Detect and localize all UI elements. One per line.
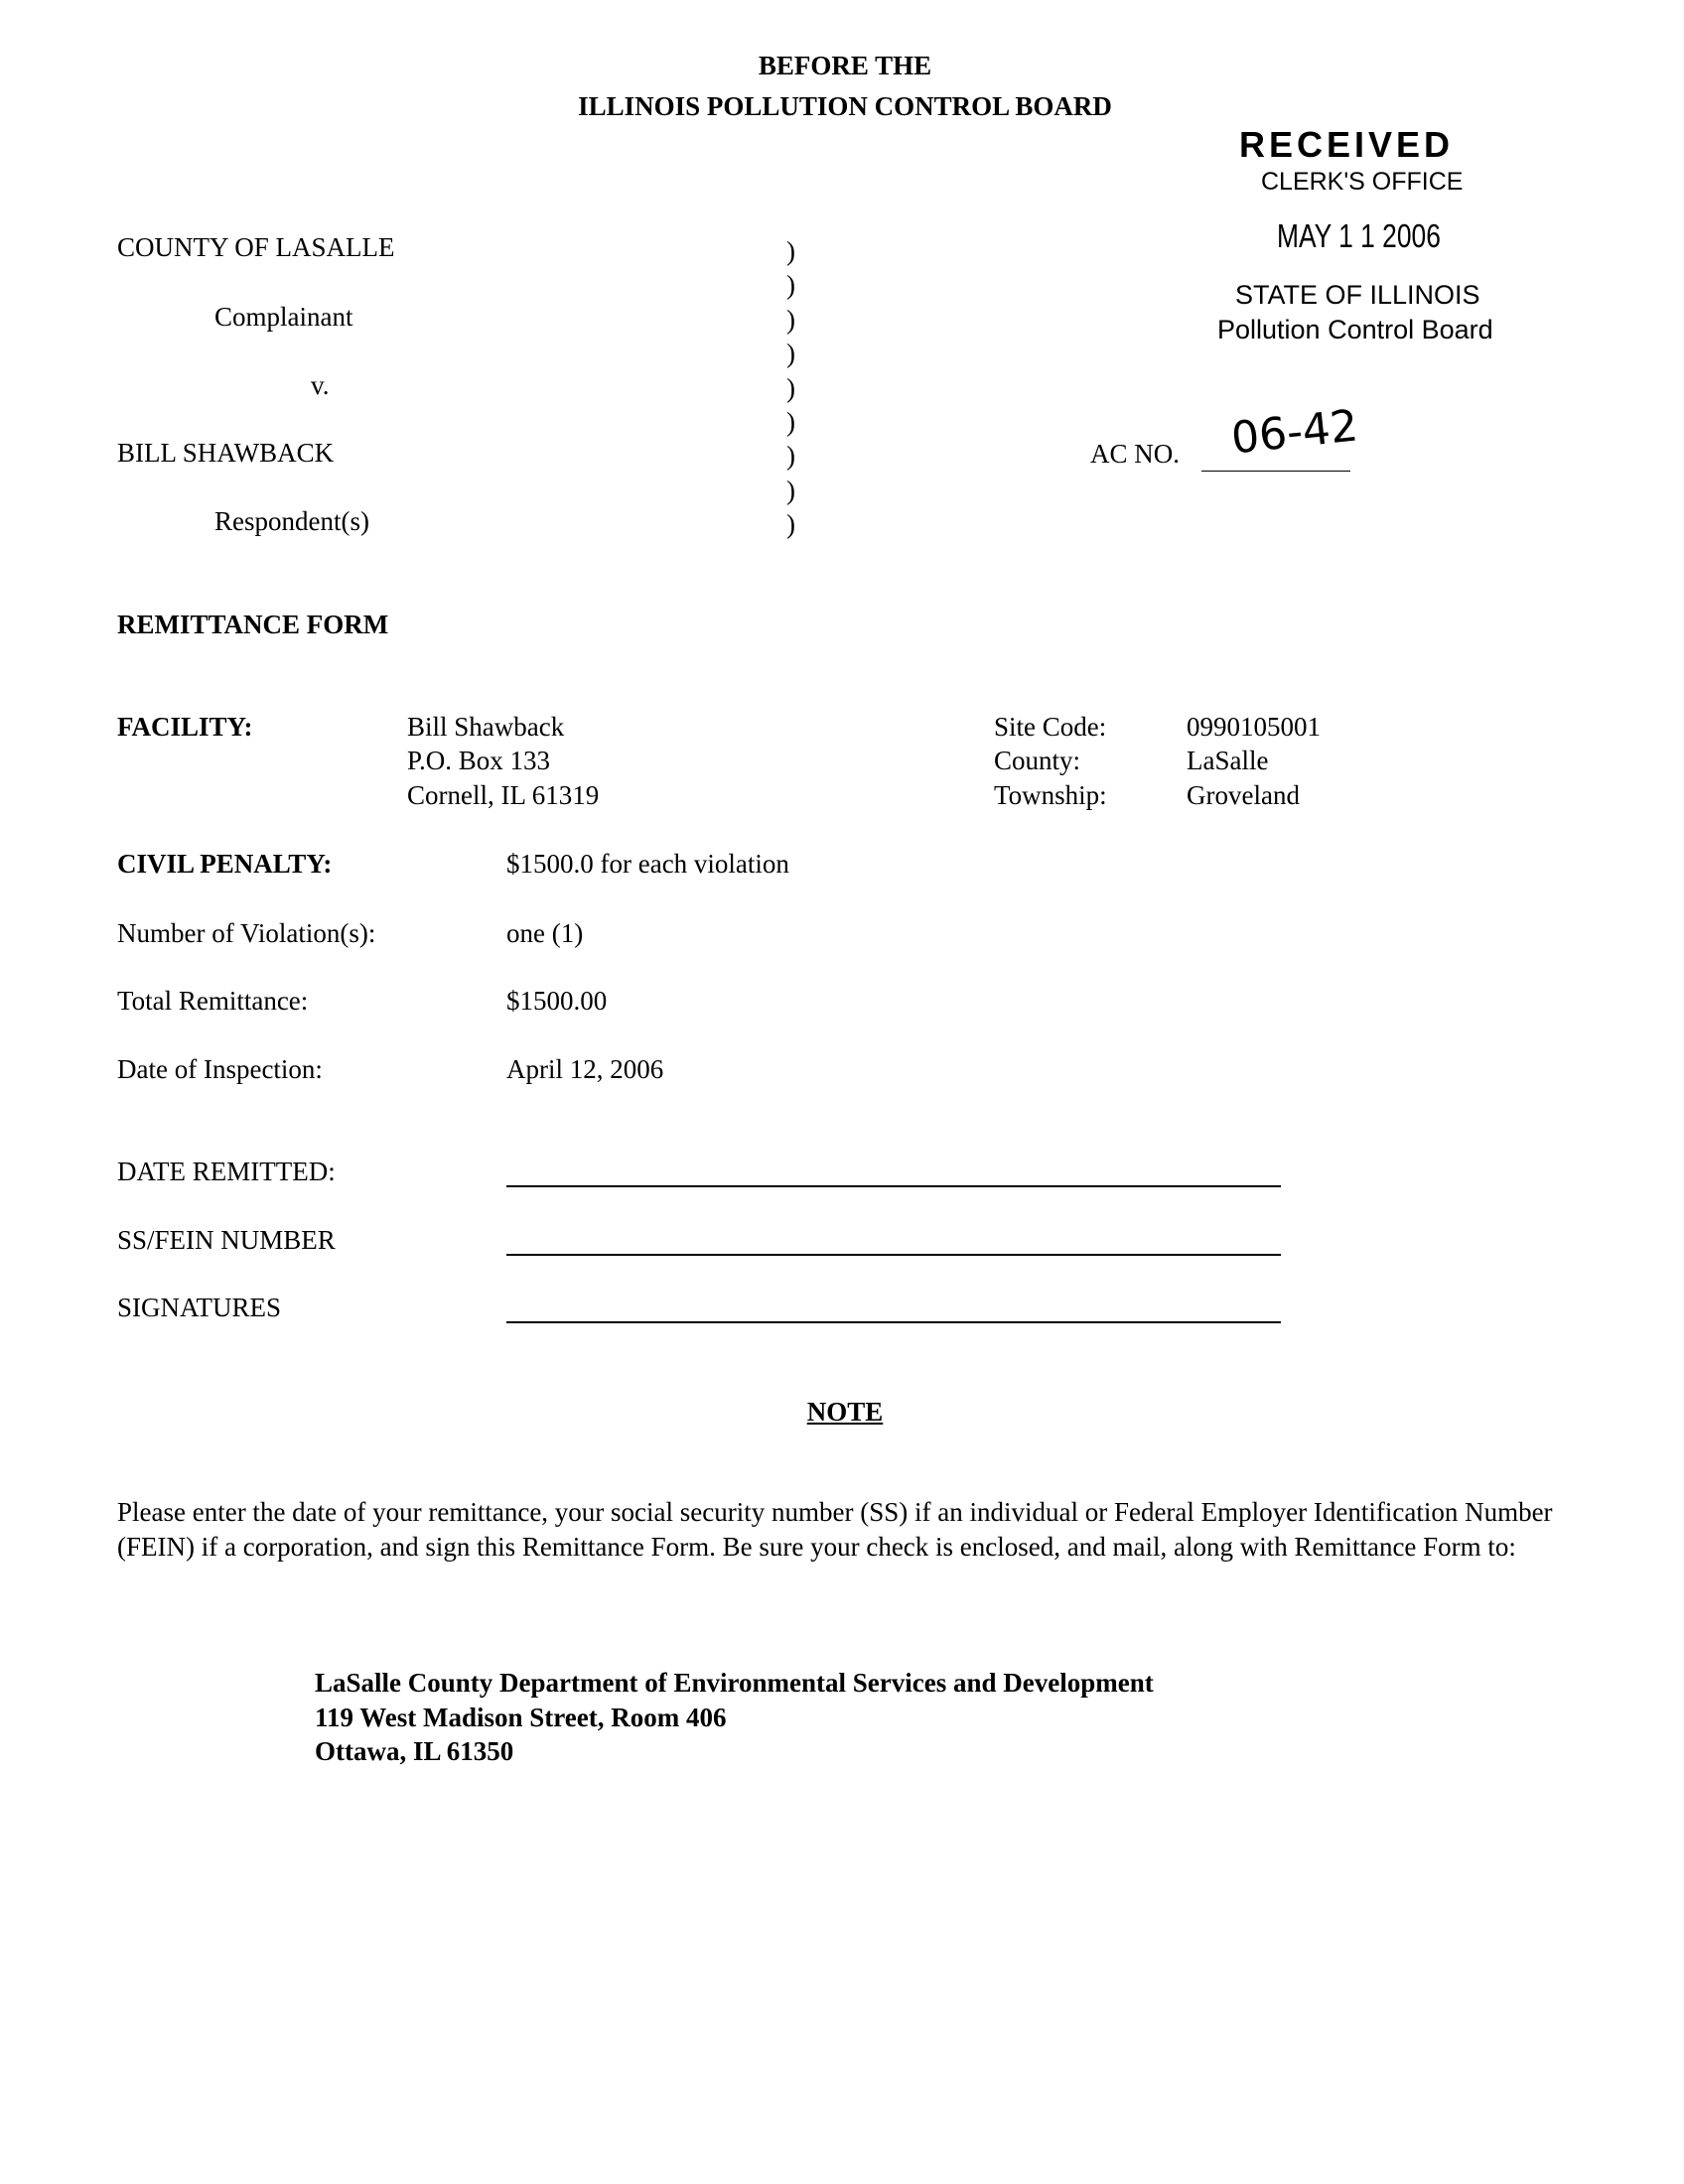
facility-label: FACILITY: [117, 712, 253, 742]
date-remitted-field[interactable] [506, 1185, 1281, 1187]
violations-label: Number of Violation(s): [117, 918, 376, 948]
address-line3: Ottawa, IL 61350 [315, 1736, 514, 1766]
facility-address2: Cornell, IL 61319 [407, 780, 600, 810]
fein-field[interactable] [506, 1254, 1281, 1256]
respondent-name: BILL SHAWBACK [117, 438, 335, 468]
address-line2: 119 West Madison Street, Room 406 [315, 1703, 727, 1732]
signatures-label: SIGNATURES [117, 1293, 282, 1322]
paren: ) [786, 236, 795, 266]
paren: ) [786, 509, 795, 540]
inspection-value: April 12, 2006 [506, 1054, 664, 1084]
site-code: 0990105001 [1187, 712, 1321, 742]
paren: ) [786, 270, 795, 301]
inspection-label: Date of Inspection: [117, 1054, 323, 1084]
signature-field[interactable] [506, 1321, 1281, 1323]
county-label: County: [994, 746, 1081, 775]
stamp-state: STATE OF ILLINOIS [1235, 280, 1480, 310]
stamp-received: RECEIVED [1239, 124, 1455, 165]
respondent-label: Respondent(s) [214, 506, 369, 536]
note-title: NOTE [806, 1397, 884, 1427]
note-text: Please enter the date of your remittance, your social security number (SS) if an individual or Federal Employer Identification Number (FEIN) if a corporation, and sign this Remittance Form. Be sure your check is enclosed, and mail, along with Remittance Form to: [117, 1497, 1553, 1562]
total-label: Total Remittance: [117, 986, 309, 1016]
header-line1: BEFORE THE [758, 51, 932, 80]
case-number-handwritten: 06-42 [1228, 400, 1361, 465]
facility-address1: P.O. Box 133 [407, 746, 551, 775]
stamp-board: Pollution Control Board [1217, 315, 1493, 344]
paren: ) [786, 339, 795, 369]
fein-label: SS/FEIN NUMBER [117, 1225, 336, 1255]
paren: ) [786, 407, 795, 438]
total-value: $1500.00 [506, 986, 608, 1016]
paren: ) [786, 372, 795, 403]
case-number-underline [1201, 471, 1350, 472]
stamp-date: MAY 1 1 2006 [1277, 217, 1441, 254]
paren: ) [786, 304, 795, 335]
county: LaSalle [1187, 746, 1269, 775]
versus: v. [311, 370, 330, 400]
civil-penalty-value: $1500.0 for each violation [506, 849, 789, 879]
case-number-label: AC NO. [1090, 439, 1181, 469]
complainant-label: Complainant [214, 302, 353, 332]
facility-name: Bill Shawback [407, 712, 565, 742]
civil-penalty-label: CIVIL PENALTY: [117, 849, 333, 879]
township-label: Township: [994, 780, 1107, 810]
header-line2: ILLINOIS POLLUTION CONTROL BOARD [578, 91, 1112, 121]
paren: ) [786, 475, 795, 505]
paren: ) [786, 441, 795, 472]
complainant-name: COUNTY OF LASALLE [117, 232, 395, 262]
stamp-office: CLERK'S OFFICE [1261, 168, 1464, 196]
date-remitted-label: DATE REMITTED: [117, 1157, 336, 1186]
form-title: REMITTANCE FORM [117, 610, 389, 639]
site-code-label: Site Code: [994, 712, 1107, 742]
township: Groveland [1187, 780, 1300, 810]
caption-parens [786, 234, 795, 542]
violations-value: one (1) [506, 918, 584, 948]
address-line1: LaSalle County Department of Environmental Services and Development [315, 1668, 1154, 1698]
